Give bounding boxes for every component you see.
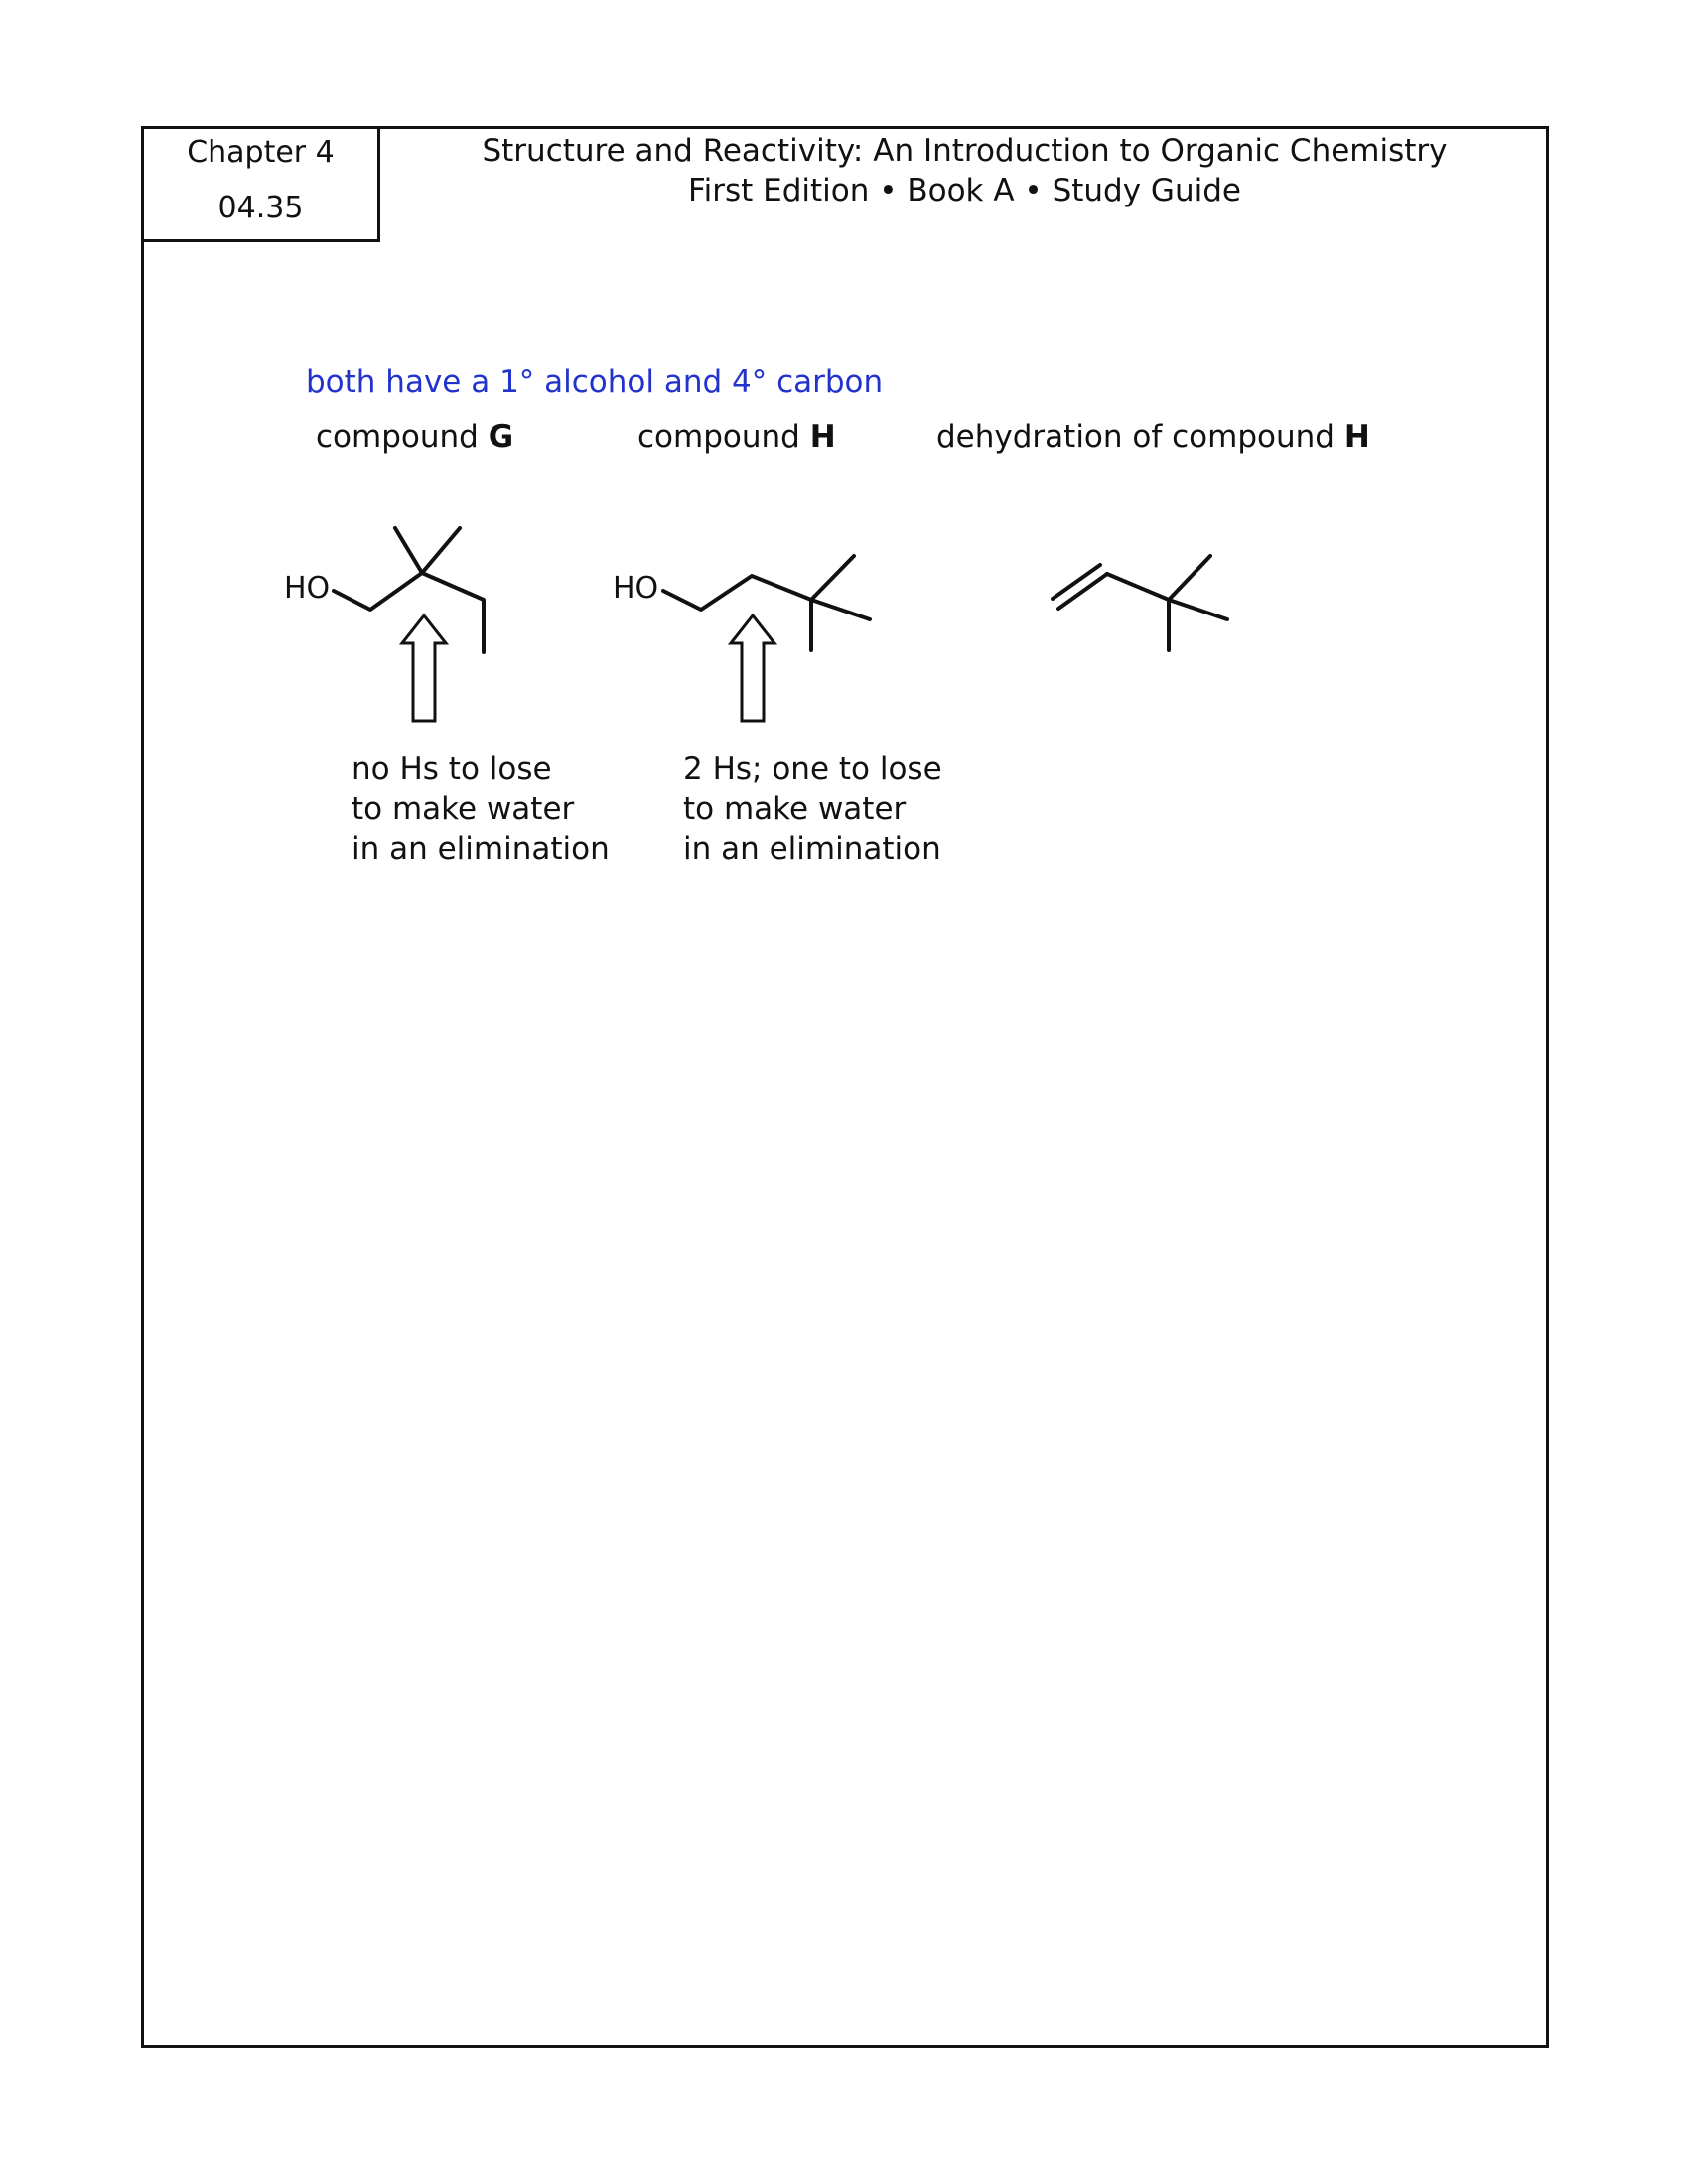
dehydration-prefix: dehydration of compound: [936, 419, 1344, 455]
alkene-single-bond: [1107, 574, 1169, 600]
compound-h-ho-label: HO: [613, 571, 659, 606]
dehydration-letter: H: [1343, 419, 1370, 455]
compound-g-prefix: compound: [316, 419, 489, 455]
alkene-methyl-2: [1169, 600, 1227, 619]
problem-number: 04.35: [217, 191, 304, 225]
compound-h-prefix: compound: [637, 419, 810, 455]
compound-g-methyl-1: [395, 528, 422, 573]
compound-h-structure: [613, 556, 870, 721]
chapter-label: Chapter 4: [187, 135, 335, 170]
book-edition: First Edition • Book A • Study Guide: [688, 173, 1241, 208]
alkene-methyl-1: [1169, 556, 1210, 600]
compound-g-note: no Hs to lose to make water in an elimination: [352, 751, 610, 867]
compound-h-chain: [663, 576, 811, 610]
compound-h-methyl-2: [811, 600, 870, 619]
compound-h-letter: H: [809, 419, 836, 455]
compound-h-methyl-1: [811, 556, 854, 600]
intro-text: both have a 1° alcohol and 4° carbon: [306, 364, 884, 400]
book-title: Structure and Reactivity: An Introduction to Organic Chemistry: [482, 133, 1448, 169]
compound-h-arrow: [731, 615, 774, 721]
compound-g-methyl-2: [422, 528, 460, 573]
compound-g-ho-label: HO: [284, 571, 331, 606]
compound-g-letter: G: [488, 419, 514, 455]
alkene-product-structure: [1053, 556, 1227, 650]
compound-g-structure: [284, 528, 484, 721]
compound-h-note: 2 Hs; one to lose to make water in an elimination: [683, 751, 942, 867]
compound-g-arrow: [402, 615, 446, 721]
